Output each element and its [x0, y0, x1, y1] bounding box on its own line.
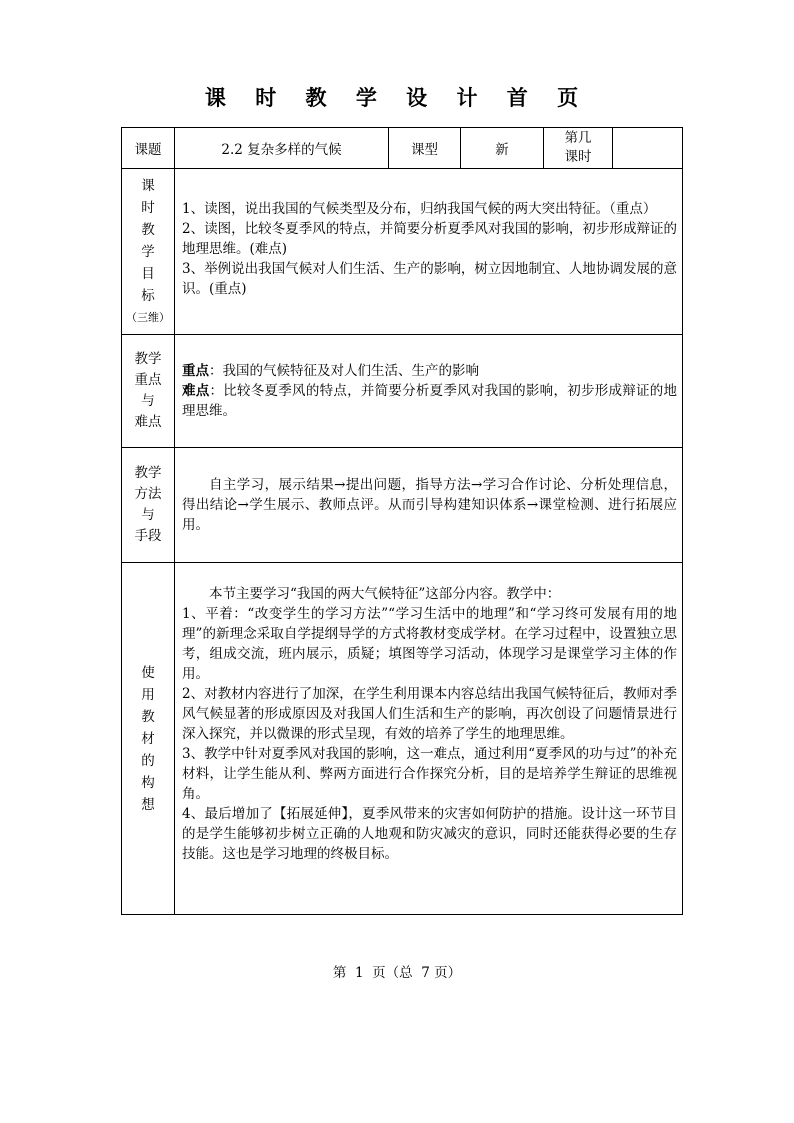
label-char: 标: [141, 287, 155, 304]
objectives-content: [175, 169, 683, 335]
label-line: 与: [141, 507, 155, 523]
difficult-point-text: ：比较冬夏季风的特点，并简要分析夏季风对我国的影响，初步形成辩证的地理思维。: [182, 383, 678, 419]
topic-value: 2.2 复杂多样的气候: [175, 128, 389, 169]
label-line: 与: [141, 393, 155, 409]
objectives-row: [122, 169, 683, 335]
label-char: 课: [141, 177, 155, 194]
label-line: 教学: [134, 465, 162, 481]
label-char: 使: [141, 664, 155, 681]
key-points-row: [122, 335, 683, 448]
label-line: 重点: [134, 372, 162, 388]
period-label-line: 课时: [564, 149, 592, 165]
design-item: 3、教学中针对夏季风对我国的影响，这一难点，通过利用“夏季风的功与过”的补充材料，让学生能从利、弊两方面进行合作探究分析，目的是培养学生辩证的思维视角。: [182, 746, 677, 802]
design-item: 4、最后增加了【拓展延伸】，夏季风带来的灾害如何防护的措施。设计这一环节目的是学生能够初步树立正确的人地观和防灾减灾的意识，同时还能获得必要的生存技能。这也是学习地理的终极目标。: [182, 806, 677, 862]
label-char: 时: [141, 199, 155, 216]
difficult-point: [182, 381, 677, 421]
label-line: 手段: [134, 528, 162, 544]
period-label: [544, 128, 613, 169]
difficult-point-label: 难点: [182, 383, 210, 399]
key-points-label: [122, 335, 175, 448]
key-points-content: [175, 335, 683, 448]
label-char: 的: [141, 752, 155, 769]
label-note: （三维）: [126, 310, 170, 324]
label-char: 材: [141, 730, 155, 747]
objective-item: 1、读图，说出我国的气候类型及分布，归纳我国气候的两大突出特征。（重点）: [182, 201, 657, 217]
design-item: 2、对教材内容进行了加深，在学生利用课本内容总结出我国气候特征后，教师对季风气候显著的形成原因及对我国人们生活和生产的影响，再次创设了问题情景进行深入探究，并以微课的形式呈现，有效的培养了学生的地理思维。: [182, 686, 677, 742]
key-point: [182, 361, 677, 381]
label-line: 教学: [134, 351, 162, 367]
topic-label: 课题: [122, 128, 175, 169]
design-item: 1、平着：“改变学生的学习方法”“学习生活中的地理”和“学习终可发展有用的地理”的新理念采取自学提纲导学的方式将教材变成学材。在学习过程中，设置独立思考，组成交流，班内展示，质疑；填图等学习活动，体现学习是课堂学习主体的作用。: [182, 606, 677, 682]
objectives-label: [122, 169, 175, 335]
label-char: 构: [141, 774, 155, 791]
key-point-text: ：我国的气候特征及对人们生活、生产的影响: [209, 363, 479, 379]
methods-text: 自主学习，展示结果→提出问题，指导方法→学习合作讨论、分析处理信息，得出结论→学生展示、教师点评。从而引导构建知识体系→课堂检测、进行拓展应用。: [182, 477, 677, 533]
methods-row: [122, 448, 683, 563]
page-number: 第 1 页（总 7 页）: [332, 965, 462, 981]
lesson-design-table: [121, 127, 683, 915]
design-row: [122, 563, 683, 915]
objective-item: 2、读图，比较冬夏季风的特点，并简要分析夏季风对我国的影响，初步形成辩证的地理思维。(难点): [182, 221, 677, 257]
methods-label: [122, 448, 175, 563]
label-char: 教: [141, 708, 155, 725]
label-char: 学: [141, 243, 155, 260]
objective-item: 3、举例说出我国气候对人们生活、生产的影响，树立因地制宜、人地协调发展的意识。(重点): [182, 261, 677, 297]
label-line: 难点: [134, 414, 162, 430]
label-char: 用: [141, 686, 155, 703]
label-char: 目: [141, 265, 155, 282]
key-point-label: 重点: [182, 363, 209, 379]
period-label-line: 第几: [564, 130, 592, 146]
type-label: 课型: [389, 128, 461, 169]
period-value: [613, 128, 683, 169]
methods-content: [175, 448, 683, 563]
design-label: [122, 563, 175, 915]
page-title: 课 时 教 学 设 计 首 页: [204, 86, 590, 110]
label-char: 想: [141, 796, 155, 813]
label-char: 教: [141, 221, 155, 238]
header-row: [122, 128, 683, 169]
page-footer: [0, 961, 794, 981]
design-content: [175, 563, 683, 915]
type-value: 新: [461, 128, 544, 169]
label-line: 方法: [134, 486, 162, 502]
design-intro: 本节主要学习“我国的两大气候特征”这部分内容。教学中：: [209, 586, 561, 602]
